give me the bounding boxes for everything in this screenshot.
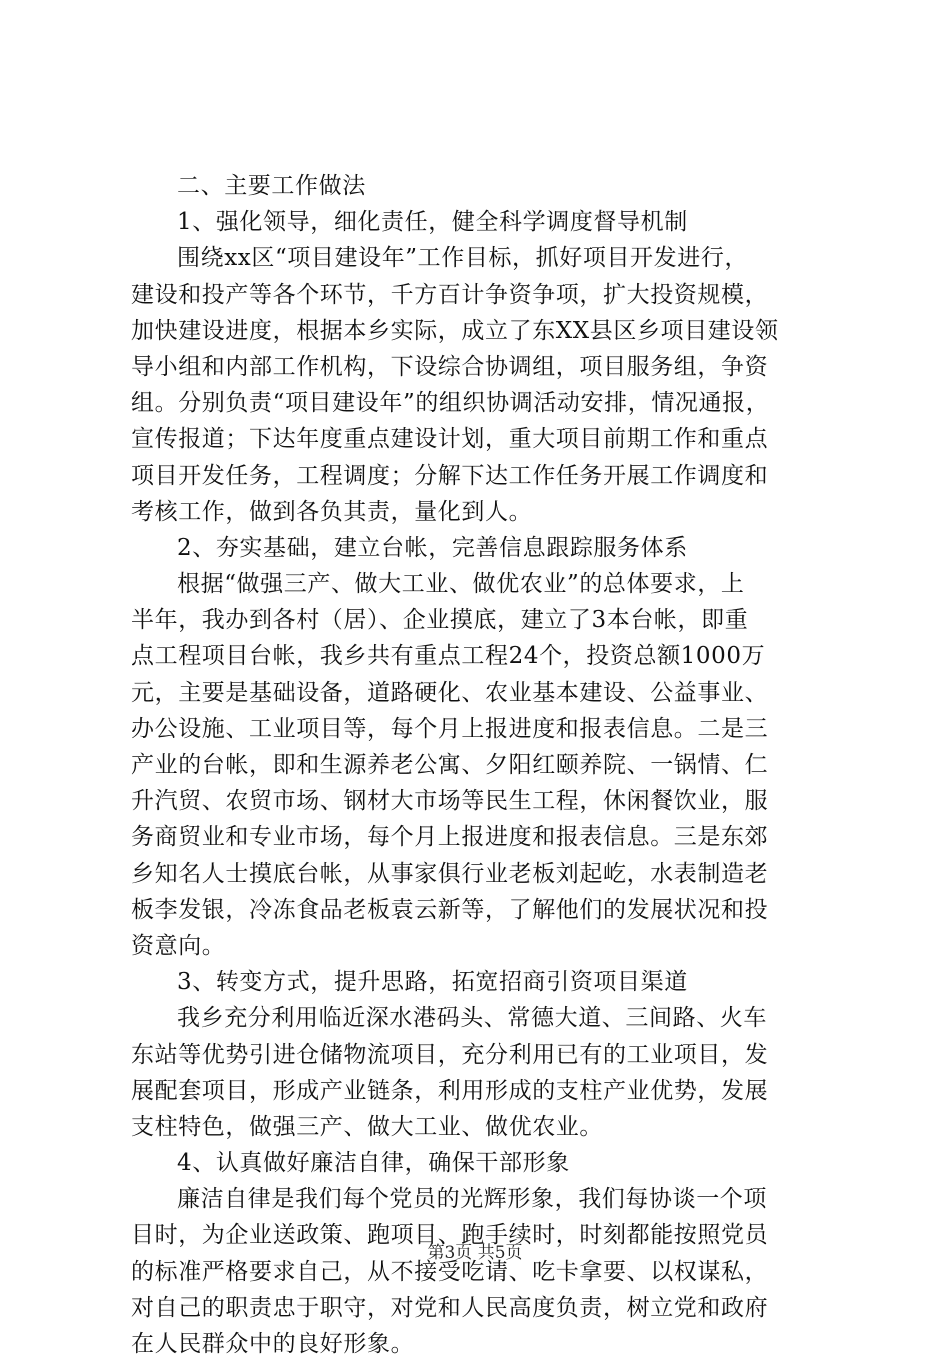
text-line: 廉洁自律是我们每个党员的光辉形象，我们每协谈一个项 bbox=[177, 1186, 767, 1213]
text-line: 的标准严格要求自己，从不接受吃请、吃卡拿要、以权谋私， bbox=[131, 1258, 769, 1285]
text-line: 资意向。 bbox=[131, 932, 226, 959]
text-line: 1、强化领导，细化责任，健全科学调度督导机制 bbox=[177, 209, 688, 236]
text-line: 二、主要工作做法 bbox=[177, 173, 366, 199]
text-line: 产业的台帐，即和生源养老公寓、夕阳红颐养院、一锅情、仁 bbox=[131, 752, 769, 778]
document-body bbox=[131, 168, 848, 1362]
text-line: 导小组和内部工作机构，下设综合协调组，项目服务组，争资 bbox=[131, 353, 769, 380]
text-line: 办公设施、工业项目等，每个月上报进度和报表信息。二是三 bbox=[131, 715, 769, 742]
text-line: 4、认真做好廉洁自律，确保干部形象 bbox=[177, 1150, 570, 1177]
text-line: 东站等优势引进仓储物流项目，充分利用已有的工业项目，发 bbox=[131, 1041, 769, 1068]
text-line: 我乡充分利用临近深水港码头、常德大道、三间路、火车 bbox=[177, 1005, 767, 1032]
text-line: 展配套项目，形成产业链条，利用形成的支柱产业优势，发展 bbox=[131, 1077, 769, 1104]
text-line: 板李发银，冷冻食品老板袁云新等，了解他们的发展状况和投 bbox=[131, 896, 769, 923]
text-line: 目时，为企业送政策、跑项目、跑手续时，时刻都能按照党员 bbox=[131, 1222, 769, 1249]
text-line: 组。分别负责“项目建设年”的组织协调活动安排，情况通报， bbox=[131, 390, 770, 417]
text-line: 3、转变方式，提升思路，拓宽招商引资项目渠道 bbox=[177, 969, 688, 996]
text-line: 建设和投产等各个环节，千方百计争资争项，扩大投资规模， bbox=[131, 281, 769, 308]
text-line: 项目开发任务，工程调度；分解下达工作任务开展工作调度和 bbox=[131, 462, 769, 489]
text-line: 升汽贸、农贸市场、钢材大市场等民生工程，休闲餐饮业，服 bbox=[131, 788, 769, 815]
text-line: 在人民群众中的良好形象。 bbox=[131, 1331, 415, 1357]
text-line: 根据“做强三产、做大工业、做优农业”的总体要求，上 bbox=[177, 571, 745, 598]
text-line: 围绕xx区“项目建设年”工作目标，抓好项目开发进行， bbox=[177, 245, 749, 272]
text-line: 支柱特色，做强三产、做大工业、做优农业。 bbox=[131, 1113, 603, 1140]
text-line: 半年，我办到各村（居）、企业摸底，建立了3本台帐，即重 bbox=[131, 607, 749, 634]
text-line: 元，主要是基础设备，道路硬化、农业基本建设、公益事业、 bbox=[131, 679, 769, 706]
page-footer: 第3页 共5页 bbox=[427, 1243, 523, 1263]
text-line: 宣传报道；下达年度重点建设计划，重大项目前期工作和重点 bbox=[131, 426, 769, 453]
text-line: 2、夯实基础，建立台帐，完善信息跟踪服务体系 bbox=[177, 534, 688, 561]
text-line: 考核工作，做到各负其责，量化到人。 bbox=[131, 498, 533, 525]
text-line: 加快建设进度，根据本乡实际，成立了东XX县区乡项目建设领 bbox=[131, 317, 779, 344]
text-line: 点工程项目台帐，我乡共有重点工程24个，投资总额1000万 bbox=[131, 643, 766, 670]
text-line: 对自己的职责忠于职守，对党和人民高度负责，树立党和政府 bbox=[131, 1294, 769, 1321]
text-line: 乡知名人士摸底台帐，从事家俱行业老板刘起屹，水表制造老 bbox=[131, 860, 769, 887]
text-line: 务商贸业和专业市场，每个月上报进度和报表信息。三是东郊 bbox=[131, 824, 769, 851]
